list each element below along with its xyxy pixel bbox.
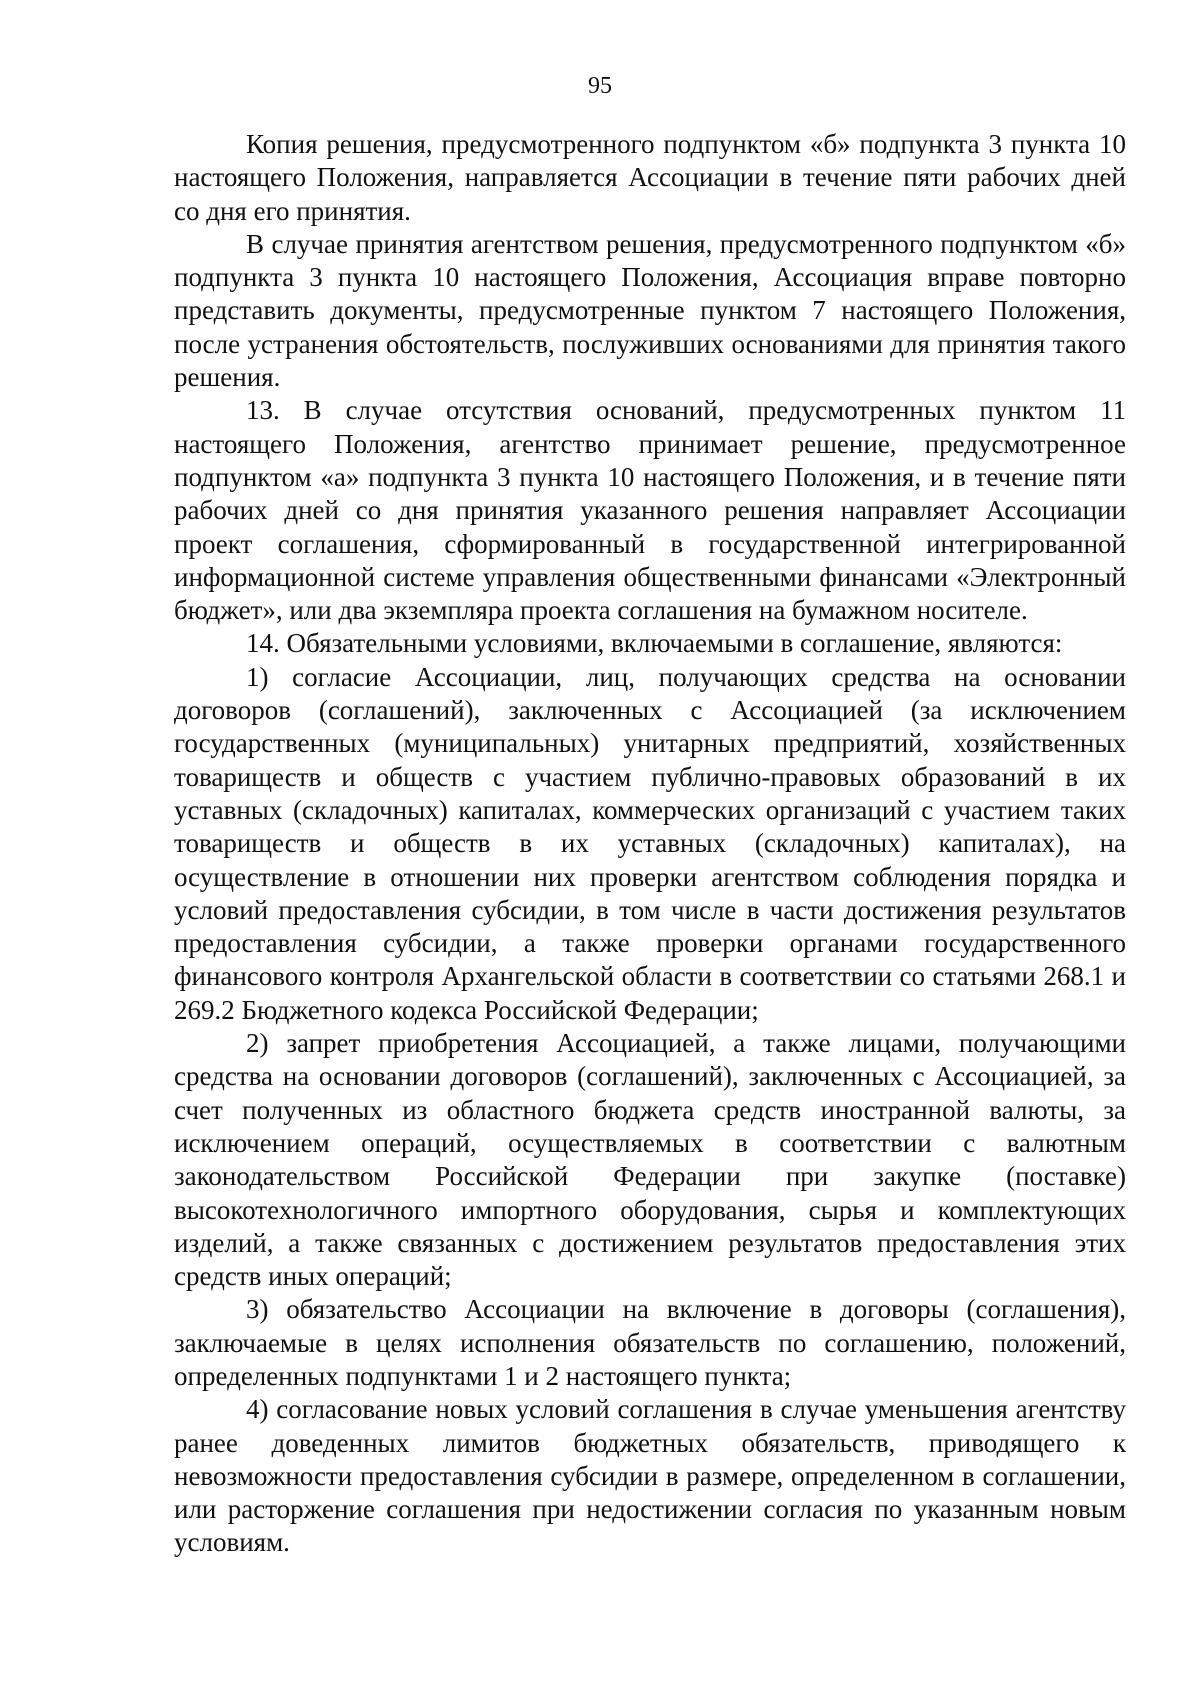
paragraph-14-item-1: 1) согласие Ассоциации, лиц, получающих средства на основании договоров (соглашений), заключенных с Ассоциацией (за исключением государственных (муниципальных) унитарных предприятий, хозяйственных товариществ и обществ с участием публично-правовых образований в их уставных (складочных) капиталах, коммерческих организаций с участием таких товариществ и обществ в их уставных (складочных) капиталах), на осуществление в отношении них проверки агентством соблюдения порядка и условий предоставления субсидии, в том числе в части достижения результатов предоставления субсидии, а также проверки органами государственного финансового контроля Архангельской области в соответствии со статьями 268.1 и 269.2 Бюджетного кодекса Российской Федерации; — [174, 661, 1126, 1025]
paragraph-14-item-2: 2) запрет приобретения Ассоциацией, а также лицами, получающими средства на основании договоров (соглашений), заключенных с Ассоциацией, за счет полученных из областного бюджета средств иностранной валюты, за исключением операций, осуществляемых в соответствии с валютным законодательством Российской Федерации при закупке (поставке) высокотехнологичного импортного оборудования, сырья и комплектующих изделий, а также связанных с достижением результатов предоставления этих средств иных операций; — [174, 1028, 1126, 1292]
paragraph-resubmission: В случае принятия агентством решения, предусмотренного подпунктом «б» подпункта 3 пункта 10 настоящего Положения, Ассоциация вправе повторно представить документы, предусмотренные пунктом 7 настоящего Положения, после устранения обстоятельств, послуживших основаниями для принятия такого решения. — [174, 228, 1126, 393]
document-body — [174, 128, 1126, 1560]
paragraph-14-item-4: 4) согласование новых условий соглашения в случае уменьшения агентству ранее доведенных лимитов бюджетных обязательств, приводящего к невозможности предоставления субсидии в размере, определенном в соглашении, или расторжение соглашения при недостижении согласия по указанным новым условиям. — [174, 1394, 1126, 1558]
paragraph-14-item-3: 3) обязательство Ассоциации на включение в договоры (соглашения), заключаемые в целях исполнения обязательств по соглашению, положений, определенных подпунктами 1 и 2 настоящего пункта; — [174, 1294, 1126, 1391]
paragraph-copy-of-decision: Копия решения, предусмотренного подпунктом «б» подпункта 3 пункта 10 настоящего Положения, направляется Ассоциации в течение пяти рабочих дней со дня его принятия. — [174, 129, 1126, 226]
paragraph-13: 13. В случае отсутствия оснований, предусмотренных пунктом 11 настоящего Положения, агентство принимает решение, предусмотренное подпунктом «а» подпункта 3 пункта 10 настоящего Положения, и в течение пяти рабочих дней со дня принятия указанного решения направляет Ассоциации проект соглашения, сформированный в государственной интегрированной информационной системе управления общественными финансами «Электронный бюджет», или два экземпляра проекта соглашения на бумажном носителе. — [174, 395, 1126, 626]
paragraph-14: 14. Обязательными условиями, включаемыми в соглашение, являются: — [246, 628, 1063, 659]
page-number: 95 — [588, 73, 612, 99]
